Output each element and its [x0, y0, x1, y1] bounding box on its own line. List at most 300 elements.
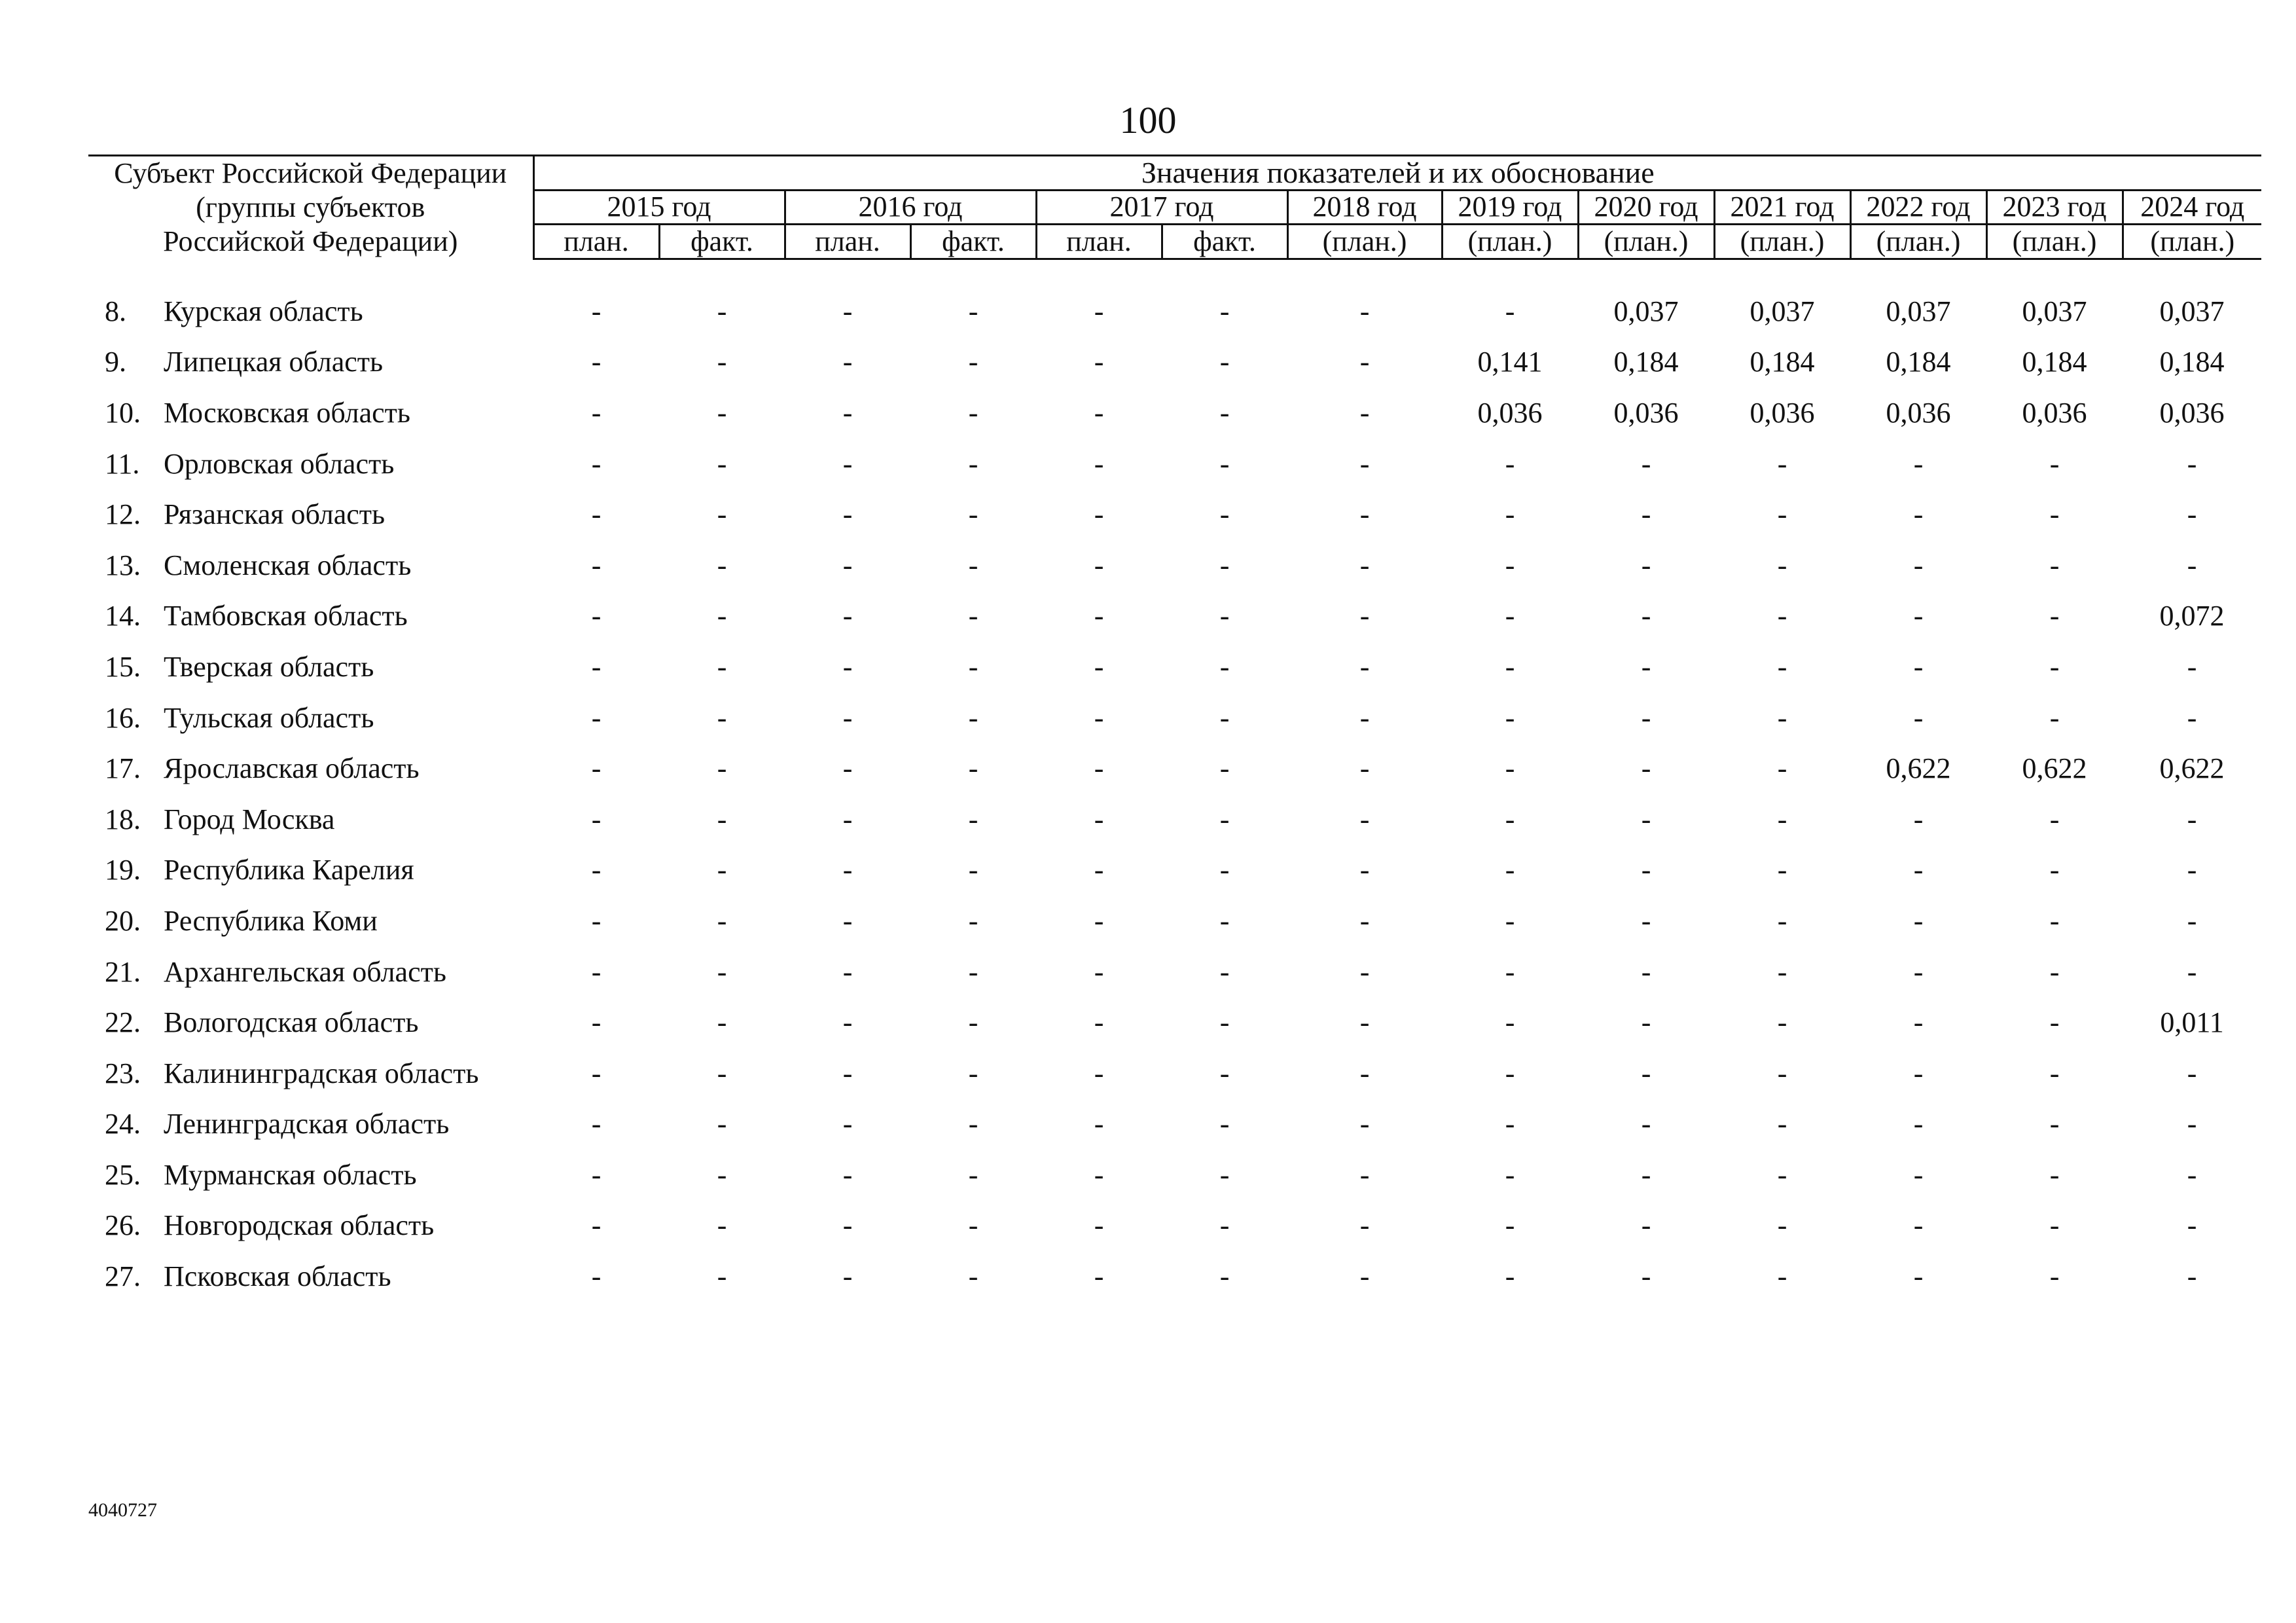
- value-cell: -: [842, 955, 853, 988]
- table-row: [88, 286, 2261, 337]
- value-cell: -: [968, 346, 978, 378]
- value-cell: -: [1219, 549, 1230, 581]
- value-cell: -: [717, 1209, 727, 1242]
- region-name: Московская область: [164, 396, 410, 429]
- value-cell: -: [1641, 1057, 1651, 1089]
- value-cell: -: [1641, 904, 1651, 937]
- value-cell: -: [1359, 803, 1370, 835]
- value-cell: -: [2187, 904, 2197, 937]
- value-cell: -: [842, 1057, 853, 1089]
- value-cell: -: [1219, 396, 1230, 429]
- value-cell: -: [2187, 549, 2197, 581]
- region-name: Рязанская область: [164, 498, 386, 531]
- region-name: Тульская область: [164, 701, 374, 734]
- value-cell: -: [842, 803, 853, 835]
- table-row: [88, 642, 2261, 693]
- value-cell: -: [1094, 295, 1104, 327]
- region-name: Калининградская область: [164, 1057, 479, 1089]
- value-cell: -: [1219, 295, 1230, 327]
- table-row: [88, 489, 2261, 540]
- value-cell: -: [1219, 600, 1230, 632]
- document-code: 4040727: [88, 1499, 157, 1521]
- value-cell: -: [1505, 447, 1515, 480]
- value-cell: -: [1641, 1006, 1651, 1039]
- row-number: 12.: [105, 498, 141, 531]
- col-2024-plan: (план.): [2123, 225, 2261, 259]
- value-cell: -: [1094, 904, 1104, 937]
- value-cell: -: [1094, 1057, 1104, 1089]
- value-cell: -: [1641, 600, 1651, 632]
- value-cell: -: [1094, 955, 1104, 988]
- value-cell: -: [2049, 955, 2060, 988]
- value-cell: -: [2187, 498, 2197, 531]
- value-cell: -: [591, 1057, 601, 1089]
- value-cell: -: [1219, 904, 1230, 937]
- value-cell: -: [1094, 1108, 1104, 1140]
- value-cell: -: [1359, 1209, 1370, 1242]
- col-2021-plan: (план.): [1714, 225, 1850, 259]
- value-cell: 0,037: [1613, 295, 1679, 327]
- region-name: Ленинградская область: [164, 1108, 450, 1140]
- value-cell: -: [1505, 600, 1515, 632]
- value-cell: -: [1641, 701, 1651, 734]
- row-number: 22.: [105, 1006, 141, 1039]
- value-cell: -: [1219, 447, 1230, 480]
- value-cell: 0,036: [2159, 396, 2225, 429]
- value-cell: -: [2187, 1108, 2197, 1140]
- table-row: [88, 946, 2261, 997]
- region-name: Город Москва: [164, 803, 335, 835]
- value-cell: -: [1505, 295, 1515, 327]
- spacer-cell: [88, 259, 2261, 286]
- table-row: [88, 1251, 2261, 1302]
- table-row: [88, 793, 2261, 845]
- value-cell: -: [2049, 1260, 2060, 1293]
- value-cell: -: [842, 1209, 853, 1242]
- value-cell: 0,036: [2022, 396, 2087, 429]
- value-cell: 0,184: [1613, 346, 1679, 378]
- row-number: 20.: [105, 904, 141, 937]
- value-cell: 0,036: [1749, 396, 1815, 429]
- value-cell: 0,036: [1886, 396, 1951, 429]
- value-cell: -: [1094, 447, 1104, 480]
- value-cell: -: [717, 701, 727, 734]
- table-row: [88, 743, 2261, 794]
- table-row: [88, 896, 2261, 947]
- value-cell: -: [2049, 1057, 2060, 1089]
- col-2015-fact: факт.: [659, 225, 785, 259]
- value-cell: -: [591, 904, 601, 937]
- value-cell: -: [1094, 650, 1104, 683]
- value-cell: -: [842, 1260, 853, 1293]
- value-cell: -: [968, 752, 978, 785]
- value-cell: -: [968, 600, 978, 632]
- value-cell: -: [1641, 1260, 1651, 1293]
- value-cell: -: [1359, 1108, 1370, 1140]
- value-cell: -: [2187, 701, 2197, 734]
- value-cell: -: [1219, 701, 1230, 734]
- row-number: 14.: [105, 600, 141, 632]
- value-cell: -: [1359, 701, 1370, 734]
- value-cell: -: [842, 1108, 853, 1140]
- value-cell: -: [2187, 955, 2197, 988]
- value-cell: -: [1219, 1209, 1230, 1242]
- value-cell: -: [2049, 854, 2060, 886]
- value-cell: -: [1505, 955, 1515, 988]
- region-name: Новгородская область: [164, 1209, 435, 1242]
- value-cell: -: [1094, 854, 1104, 886]
- value-cell: -: [717, 1108, 727, 1140]
- col-2023-plan: (план.): [1986, 225, 2123, 259]
- table-row: [88, 692, 2261, 743]
- value-cell: -: [591, 752, 601, 785]
- value-cell: -: [1913, 1158, 1924, 1191]
- row-number: 16.: [105, 701, 141, 734]
- value-cell: -: [1359, 600, 1370, 632]
- value-cell: -: [1641, 752, 1651, 785]
- value-cell: -: [717, 1057, 727, 1089]
- value-cell: -: [717, 650, 727, 683]
- row-number: 21.: [105, 955, 141, 988]
- value-cell: -: [1913, 1260, 1924, 1293]
- value-cell: -: [842, 701, 853, 734]
- value-cell: -: [591, 1108, 601, 1140]
- value-cell: -: [968, 295, 978, 327]
- value-cell: -: [968, 1006, 978, 1039]
- value-cell: -: [1913, 854, 1924, 886]
- value-cell: -: [2049, 701, 2060, 734]
- subject-header-line-2: (группы субъектов: [196, 191, 425, 223]
- value-cell: -: [842, 904, 853, 937]
- subject-header: [88, 156, 533, 259]
- value-cell: -: [717, 498, 727, 531]
- value-cell: -: [717, 803, 727, 835]
- value-cell: -: [2187, 1057, 2197, 1089]
- value-cell: -: [1094, 1006, 1104, 1039]
- value-cell: -: [591, 650, 601, 683]
- col-2016-fact: факт.: [910, 225, 1036, 259]
- col-2016-plan: план.: [785, 225, 910, 259]
- value-cell: -: [1094, 803, 1104, 835]
- value-cell: -: [842, 752, 853, 785]
- value-cell: 0,184: [2022, 346, 2087, 378]
- value-cell: -: [968, 447, 978, 480]
- value-cell: -: [1641, 498, 1651, 531]
- value-cell: -: [1641, 549, 1651, 581]
- value-cell: -: [842, 650, 853, 683]
- value-cell: -: [1777, 1057, 1787, 1089]
- value-cell: -: [1219, 955, 1230, 988]
- value-cell: -: [1913, 1006, 1924, 1039]
- header-row-values: [88, 156, 2261, 191]
- value-cell: -: [1777, 803, 1787, 835]
- region-name: Ярославская область: [164, 752, 420, 785]
- value-cell: -: [1777, 549, 1787, 581]
- value-cell: -: [1777, 447, 1787, 480]
- value-cell: -: [1505, 1260, 1515, 1293]
- value-cell: -: [1219, 498, 1230, 531]
- value-cell: -: [1777, 854, 1787, 886]
- value-cell: -: [1913, 549, 1924, 581]
- value-cell: -: [1777, 1209, 1787, 1242]
- table-row: [88, 438, 2261, 489]
- value-cell: -: [1777, 600, 1787, 632]
- value-cell: -: [1777, 955, 1787, 988]
- value-cell: 0,037: [2022, 295, 2087, 327]
- year-2018-header: 2018 год: [1287, 190, 1442, 225]
- value-cell: 0,141: [1477, 346, 1543, 378]
- value-cell: -: [1094, 1158, 1104, 1191]
- value-cell: -: [2187, 1260, 2197, 1293]
- year-2023-header: 2023 год: [1986, 190, 2123, 225]
- page-number: 100: [1119, 99, 1177, 141]
- subject-header-line-3: Российской Федерации): [163, 225, 458, 257]
- region-name: Мурманская область: [164, 1158, 417, 1191]
- value-cell: -: [1505, 498, 1515, 531]
- col-2017-fact: факт.: [1162, 225, 1287, 259]
- value-cell: 0,622: [2022, 752, 2087, 785]
- value-cell: -: [1777, 904, 1787, 937]
- table-row: [88, 337, 2261, 388]
- table-row: [88, 1200, 2261, 1251]
- value-cell: -: [1505, 752, 1515, 785]
- value-cell: 0,072: [2159, 600, 2225, 632]
- value-cell: -: [1219, 1260, 1230, 1293]
- value-cell: -: [591, 346, 601, 378]
- value-cell: 0,036: [1477, 396, 1543, 429]
- value-cell: -: [968, 498, 978, 531]
- value-cell: -: [717, 1006, 727, 1039]
- row-number: 24.: [105, 1108, 141, 1140]
- value-cell: -: [1219, 854, 1230, 886]
- value-cell: -: [1359, 498, 1370, 531]
- value-cell: -: [1777, 650, 1787, 683]
- value-cell: -: [1505, 904, 1515, 937]
- value-cell: -: [1913, 701, 1924, 734]
- value-cell: -: [1641, 1108, 1651, 1140]
- col-2017-plan: план.: [1036, 225, 1162, 259]
- value-cell: -: [1777, 1006, 1787, 1039]
- value-cell: -: [591, 1260, 601, 1293]
- row-number: 27.: [105, 1260, 141, 1293]
- value-cell: -: [2049, 1209, 2060, 1242]
- col-2015-plan: план.: [533, 225, 659, 259]
- value-cell: -: [2187, 803, 2197, 835]
- value-cell: -: [591, 447, 601, 480]
- value-cell: -: [1505, 854, 1515, 886]
- value-cell: -: [842, 346, 853, 378]
- value-cell: -: [1219, 1006, 1230, 1039]
- value-cell: -: [842, 1158, 853, 1191]
- col-2022-plan: (план.): [1850, 225, 1986, 259]
- value-cell: -: [1359, 752, 1370, 785]
- value-cell: -: [1505, 1108, 1515, 1140]
- value-cell: -: [2187, 650, 2197, 683]
- row-number: 8.: [105, 295, 126, 327]
- value-cell: -: [1505, 803, 1515, 835]
- value-cell: -: [1913, 1209, 1924, 1242]
- value-cell: -: [1641, 955, 1651, 988]
- value-cell: -: [591, 803, 601, 835]
- value-cell: -: [842, 498, 853, 531]
- row-number: 17.: [105, 752, 141, 785]
- value-cell: -: [1913, 498, 1924, 531]
- region-name: Архангельская область: [164, 955, 446, 988]
- region-name: Республика Коми: [164, 904, 378, 937]
- value-cell: -: [1913, 447, 1924, 480]
- row-number: 23.: [105, 1057, 141, 1089]
- col-2019-plan: (план.): [1442, 225, 1578, 259]
- value-cell: -: [1641, 1158, 1651, 1191]
- region-name: Липецкая область: [164, 346, 384, 378]
- value-cell: -: [1913, 1108, 1924, 1140]
- value-cell: -: [1359, 650, 1370, 683]
- value-cell: -: [1777, 752, 1787, 785]
- year-2020-header: 2020 год: [1578, 190, 1714, 225]
- value-cell: -: [1913, 650, 1924, 683]
- value-cell: -: [1359, 346, 1370, 378]
- year-2024-header: 2024 год: [2123, 190, 2261, 225]
- value-cell: -: [1359, 295, 1370, 327]
- value-cell: 0,037: [2159, 295, 2225, 327]
- value-cell: -: [1094, 1260, 1104, 1293]
- value-cell: -: [968, 854, 978, 886]
- value-cell: -: [1913, 904, 1924, 937]
- value-cell: -: [1641, 650, 1651, 683]
- value-cell: -: [842, 1006, 853, 1039]
- value-cell: -: [968, 701, 978, 734]
- value-cell: -: [2049, 447, 2060, 480]
- value-cell: -: [1094, 701, 1104, 734]
- value-cell: -: [1359, 1260, 1370, 1293]
- value-cell: -: [968, 803, 978, 835]
- value-cell: 0,037: [1886, 295, 1951, 327]
- value-cell: -: [842, 854, 853, 886]
- value-cell: -: [1359, 955, 1370, 988]
- value-cell: -: [1219, 752, 1230, 785]
- table-row: [88, 388, 2261, 439]
- value-cell: -: [1219, 1057, 1230, 1089]
- year-2021-header: 2021 год: [1714, 190, 1850, 225]
- value-cell: -: [1777, 1260, 1787, 1293]
- value-cell: -: [717, 1260, 727, 1293]
- year-2022-header: 2022 год: [1850, 190, 1986, 225]
- value-cell: 0,622: [2159, 752, 2225, 785]
- value-cell: -: [717, 396, 727, 429]
- value-cell: 0,184: [1886, 346, 1951, 378]
- region-name: Смоленская область: [164, 549, 412, 581]
- value-cell: -: [1641, 447, 1651, 480]
- values-header: Значения показателей и их обоснование: [533, 156, 2261, 191]
- value-cell: -: [591, 600, 601, 632]
- value-cell: -: [1219, 650, 1230, 683]
- value-cell: -: [2049, 1006, 2060, 1039]
- value-cell: -: [591, 701, 601, 734]
- table-row: [88, 997, 2261, 1048]
- subject-header-line-1: Субъект Российской Федерации: [114, 157, 507, 189]
- value-cell: -: [1094, 346, 1104, 378]
- value-cell: -: [1641, 854, 1651, 886]
- region-name: Псковская область: [164, 1260, 391, 1293]
- table-row: [88, 539, 2261, 591]
- value-cell: 0,011: [2160, 1006, 2224, 1039]
- value-cell: -: [2049, 498, 2060, 531]
- value-cell: -: [842, 396, 853, 429]
- row-number: 15.: [105, 650, 141, 683]
- value-cell: -: [1219, 803, 1230, 835]
- value-cell: -: [1777, 498, 1787, 531]
- value-cell: -: [1777, 1108, 1787, 1140]
- value-cell: -: [717, 1158, 727, 1191]
- value-cell: -: [2187, 1209, 2197, 1242]
- value-cell: -: [1219, 1108, 1230, 1140]
- value-cell: -: [717, 295, 727, 327]
- value-cell: -: [591, 396, 601, 429]
- value-cell: -: [1094, 396, 1104, 429]
- value-cell: -: [968, 955, 978, 988]
- value-cell: 0,184: [1749, 346, 1815, 378]
- value-cell: -: [717, 854, 727, 886]
- table-row: [88, 591, 2261, 642]
- value-cell: -: [717, 447, 727, 480]
- value-cell: -: [1094, 600, 1104, 632]
- value-cell: -: [717, 955, 727, 988]
- table-row: [88, 1048, 2261, 1099]
- value-cell: -: [1359, 396, 1370, 429]
- value-cell: -: [717, 549, 727, 581]
- value-cell: -: [2187, 1158, 2197, 1191]
- value-cell: -: [2049, 904, 2060, 937]
- year-2017-header: 2017 год: [1036, 190, 1287, 225]
- value-cell: -: [591, 1209, 601, 1242]
- value-cell: -: [968, 650, 978, 683]
- value-cell: 0,036: [1613, 396, 1679, 429]
- value-cell: -: [2187, 447, 2197, 480]
- value-cell: -: [842, 549, 853, 581]
- spacer-row: [88, 259, 2261, 286]
- value-cell: -: [968, 1057, 978, 1089]
- value-cell: -: [2049, 600, 2060, 632]
- value-cell: -: [2049, 1158, 2060, 1191]
- year-2015-header: 2015 год: [533, 190, 785, 225]
- value-cell: -: [1641, 803, 1651, 835]
- value-cell: -: [1359, 1006, 1370, 1039]
- value-cell: -: [1094, 549, 1104, 581]
- value-cell: -: [717, 752, 727, 785]
- row-number: 10.: [105, 396, 141, 429]
- value-cell: -: [1359, 447, 1370, 480]
- value-cell: -: [591, 1158, 601, 1191]
- value-cell: -: [1641, 1209, 1651, 1242]
- value-cell: -: [968, 1260, 978, 1293]
- row-number: 9.: [105, 346, 126, 378]
- row-number: 11.: [105, 447, 140, 480]
- value-cell: -: [968, 904, 978, 937]
- table-row: [88, 1150, 2261, 1201]
- value-cell: -: [591, 498, 601, 531]
- value-cell: -: [1913, 1057, 1924, 1089]
- table-body: [88, 259, 2261, 1302]
- value-cell: -: [968, 1209, 978, 1242]
- table-row: [88, 1099, 2261, 1150]
- value-cell: -: [1359, 854, 1370, 886]
- value-cell: -: [591, 1006, 601, 1039]
- value-cell: -: [2049, 803, 2060, 835]
- year-2016-header: 2016 год: [785, 190, 1036, 225]
- value-cell: -: [2049, 650, 2060, 683]
- value-cell: -: [968, 549, 978, 581]
- region-name: Орловская область: [164, 447, 395, 480]
